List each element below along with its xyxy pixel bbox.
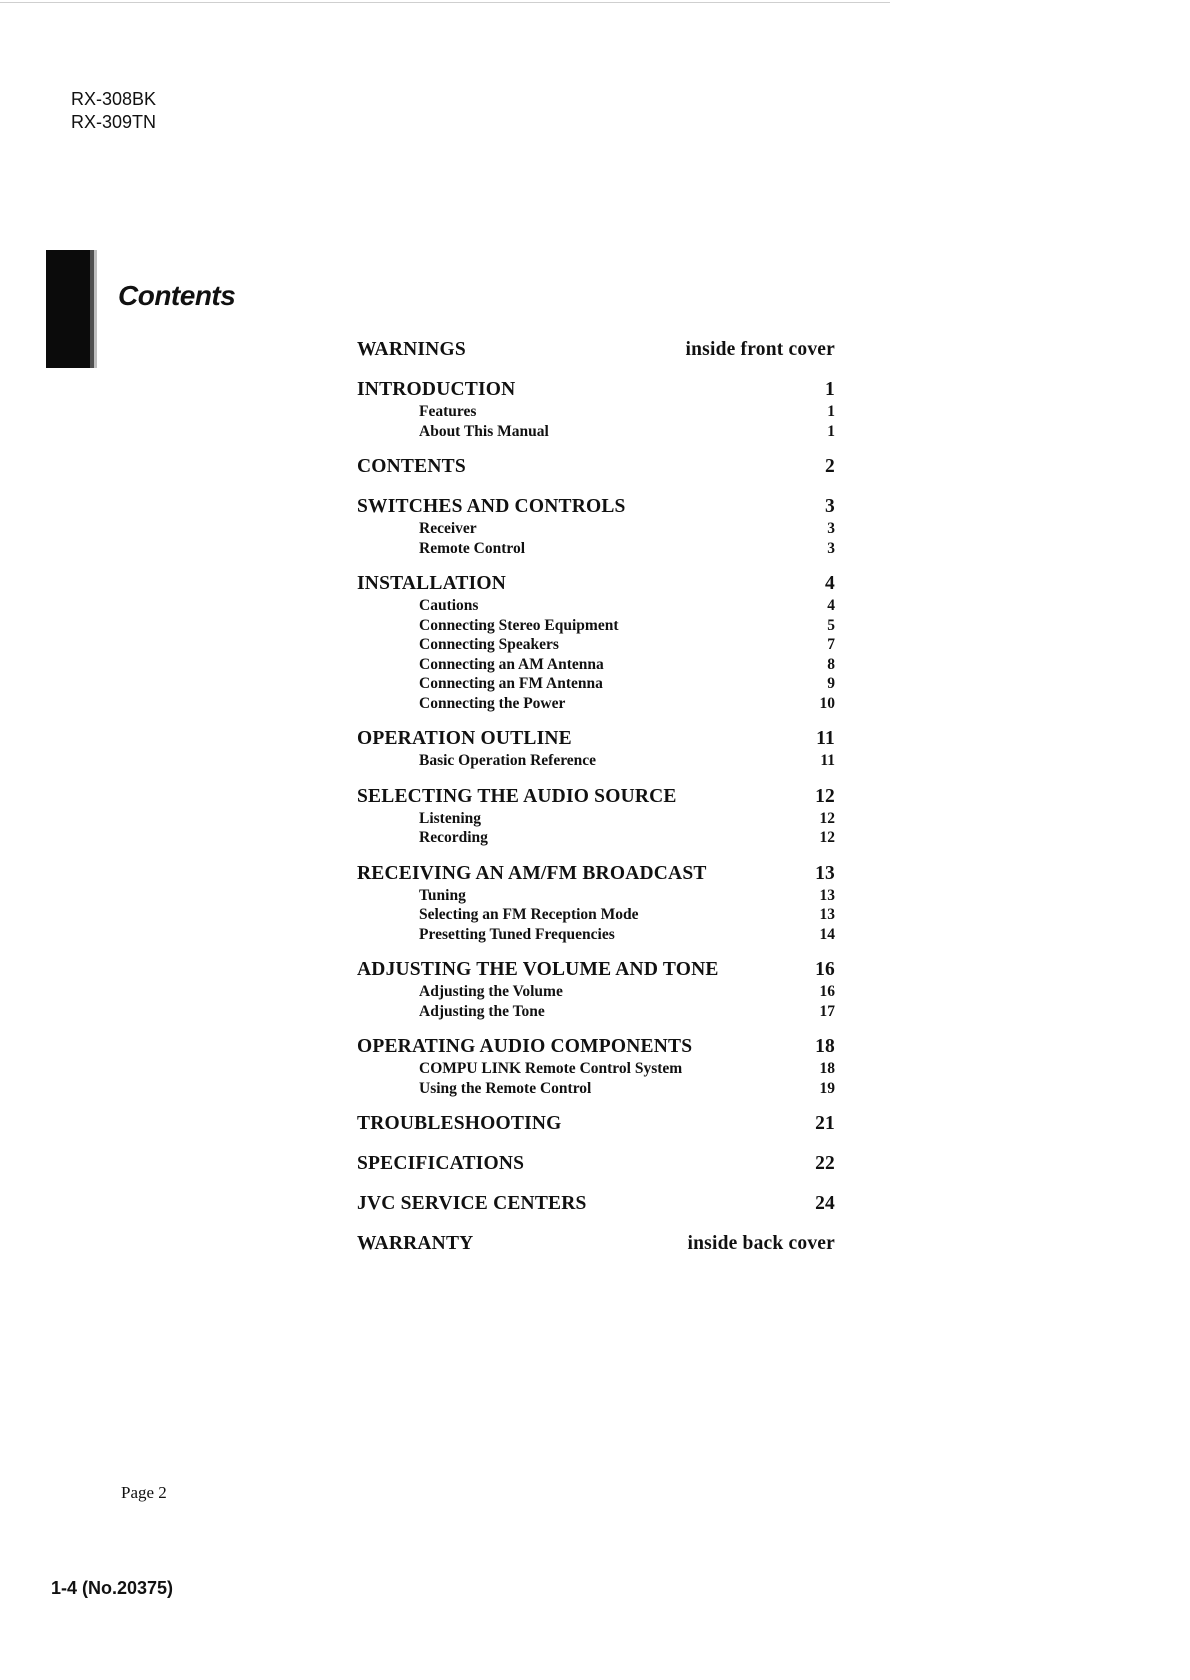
toc-entry-page: 21 [815, 1113, 835, 1134]
toc-section [357, 1035, 835, 1098]
toc-subentry-title: Adjusting the Volume [419, 983, 563, 1000]
toc-subentry-page: 13 [819, 886, 835, 904]
toc-entry-title: SPECIFICATIONS [357, 1153, 525, 1174]
toc-subentry-title: Listening [419, 809, 482, 827]
toc-subentry [357, 982, 835, 1002]
toc-section [357, 338, 835, 362]
toc-subentry-title: Receiver [419, 520, 477, 537]
toc-entry [357, 338, 835, 362]
toc-entry-page: 13 [815, 862, 835, 884]
toc-entry [357, 1192, 835, 1216]
toc-subentry [357, 519, 835, 539]
toc-subentry-page: 5 [827, 616, 835, 634]
toc-subentry-title: About This Manual [419, 422, 549, 440]
toc-entry-title: SELECTING THE AUDIO SOURCE [357, 785, 677, 807]
toc-entry-title: WARNINGS [357, 339, 466, 360]
toc-subentry [357, 674, 835, 694]
toc-entry-title: OPERATING AUDIO COMPONENTS [357, 1036, 693, 1057]
toc-entry-page: 16 [815, 959, 835, 980]
toc-entry [357, 495, 835, 519]
toc-subentry [357, 1002, 835, 1022]
toc-entry-page: 22 [815, 1153, 835, 1174]
toc-section [357, 1152, 835, 1176]
toc-subentry-title: Features [419, 403, 477, 420]
toc-subentry [357, 809, 835, 829]
toc-section [357, 1232, 835, 1256]
toc-subentry-page: 13 [819, 906, 835, 923]
section-tab-marker-edge [90, 250, 97, 368]
toc-entry-page: 18 [815, 1036, 835, 1057]
toc-subentry-page: 14 [819, 925, 835, 943]
table-of-contents [357, 338, 835, 1272]
toc-entry [357, 1112, 835, 1136]
page-number: Page 2 [121, 1483, 167, 1502]
toc-entry [357, 1152, 835, 1176]
toc-subentry-title: Selecting an FM Reception Mode [419, 906, 639, 923]
toc-subentry-page: 7 [827, 636, 835, 653]
toc-subentry-title: Presetting Tuned Frequencies [419, 925, 615, 943]
toc-subentry-title: Connecting the Power [419, 694, 566, 712]
toc-entry-title: JVC SERVICE CENTERS [357, 1193, 587, 1214]
toc-entry-page: inside back cover [687, 1233, 835, 1254]
toc-subentry-page: 12 [819, 829, 835, 846]
toc-section [357, 862, 835, 945]
toc-subentry-page: 8 [827, 655, 835, 673]
toc-subentry [357, 655, 835, 675]
toc-entry-page: 12 [815, 785, 835, 807]
toc-subentry-page: 19 [819, 1079, 835, 1097]
toc-subentry-title: Connecting Speakers [419, 636, 559, 653]
toc-subentry [357, 539, 835, 559]
toc-entry-page: inside front cover [685, 339, 835, 360]
page-title: Contents [118, 280, 236, 311]
toc-entry-page: 4 [825, 573, 835, 594]
toc-subentry-title: Using the Remote Control [419, 1079, 592, 1097]
toc-entry [357, 958, 835, 982]
toc-entry-title: ADJUSTING THE VOLUME AND TONE [357, 959, 719, 980]
toc-section [357, 958, 835, 1021]
toc-entry [357, 785, 835, 809]
toc-entry-title: OPERATION OUTLINE [357, 728, 572, 749]
toc-subentry-title: Remote Control [419, 539, 526, 557]
toc-subentry-title: Recording [419, 829, 488, 846]
toc-entry [357, 727, 835, 751]
toc-subentry-title: Basic Operation Reference [419, 752, 597, 769]
toc-entry-title: TROUBLESHOOTING [357, 1113, 562, 1134]
model-number: RX-308BK [71, 89, 157, 109]
toc-subentry-page: 18 [819, 1060, 835, 1077]
toc-subentry-page: 10 [819, 694, 835, 712]
toc-entry-page: 1 [825, 379, 835, 400]
toc-section [357, 785, 835, 848]
toc-section [357, 572, 835, 713]
toc-subentry-page: 1 [827, 422, 835, 440]
toc-section [357, 727, 835, 771]
toc-subentry-title: Adjusting the Tone [419, 1002, 545, 1020]
toc-subentry-page: 17 [819, 1002, 835, 1020]
toc-entry [357, 862, 835, 886]
toc-subentry-page: 9 [827, 675, 835, 692]
model-number: RX-309TN [71, 112, 157, 132]
toc-subentry-page: 3 [827, 539, 835, 557]
toc-section [357, 1112, 835, 1136]
toc-subentry-page: 12 [819, 809, 835, 827]
toc-subentry-title: Tuning [419, 886, 466, 904]
model-numbers [71, 88, 156, 134]
toc-subentry [357, 1059, 835, 1079]
toc-entry-title: CONTENTS [357, 456, 466, 477]
toc-subentry [357, 886, 835, 906]
toc-subentry [357, 694, 835, 714]
toc-subentry [357, 828, 835, 848]
toc-subentry [357, 1079, 835, 1099]
toc-subentry [357, 751, 835, 771]
toc-subentry [357, 925, 835, 945]
toc-subentry-page: 16 [819, 983, 835, 1000]
toc-subentry [357, 905, 835, 925]
toc-subentry-title: Connecting an AM Antenna [419, 655, 604, 673]
toc-subentry-title: Connecting an FM Antenna [419, 675, 603, 692]
toc-entry-page: 3 [825, 496, 835, 517]
toc-subentry [357, 422, 835, 442]
toc-entry-title: WARRANTY [357, 1233, 474, 1254]
toc-section [357, 378, 835, 441]
top-rule [0, 2, 890, 3]
toc-subentry [357, 402, 835, 422]
toc-entry-title: INTRODUCTION [357, 379, 516, 400]
toc-entry [357, 378, 835, 402]
toc-entry-page: 2 [825, 456, 835, 477]
toc-subentry-title: Connecting Stereo Equipment [419, 616, 619, 634]
toc-entry [357, 572, 835, 596]
toc-entry [357, 1232, 835, 1256]
section-tab-marker [46, 250, 94, 368]
toc-entry [357, 455, 835, 479]
toc-entry-page: 11 [816, 728, 835, 749]
toc-subentry-title: COMPU LINK Remote Control System [419, 1060, 683, 1077]
toc-section [357, 455, 835, 479]
toc-subentry-page: 1 [827, 403, 835, 420]
toc-section [357, 495, 835, 558]
toc-section [357, 1192, 835, 1216]
toc-subentry-title: Cautions [419, 597, 479, 614]
toc-entry-title: SWITCHES AND CONTROLS [357, 496, 626, 517]
toc-subentry-page: 11 [820, 752, 835, 769]
toc-subentry-page: 3 [827, 520, 835, 537]
toc-subentry [357, 616, 835, 636]
toc-subentry [357, 596, 835, 616]
toc-entry [357, 1035, 835, 1059]
toc-subentry [357, 635, 835, 655]
toc-entry-title: INSTALLATION [357, 573, 507, 594]
toc-subentry-page: 4 [827, 597, 835, 614]
toc-entry-page: 24 [815, 1193, 835, 1214]
document-number: 1-4 (No.20375) [51, 1578, 174, 1598]
toc-entry-title: RECEIVING AN AM/FM BROADCAST [357, 862, 707, 884]
